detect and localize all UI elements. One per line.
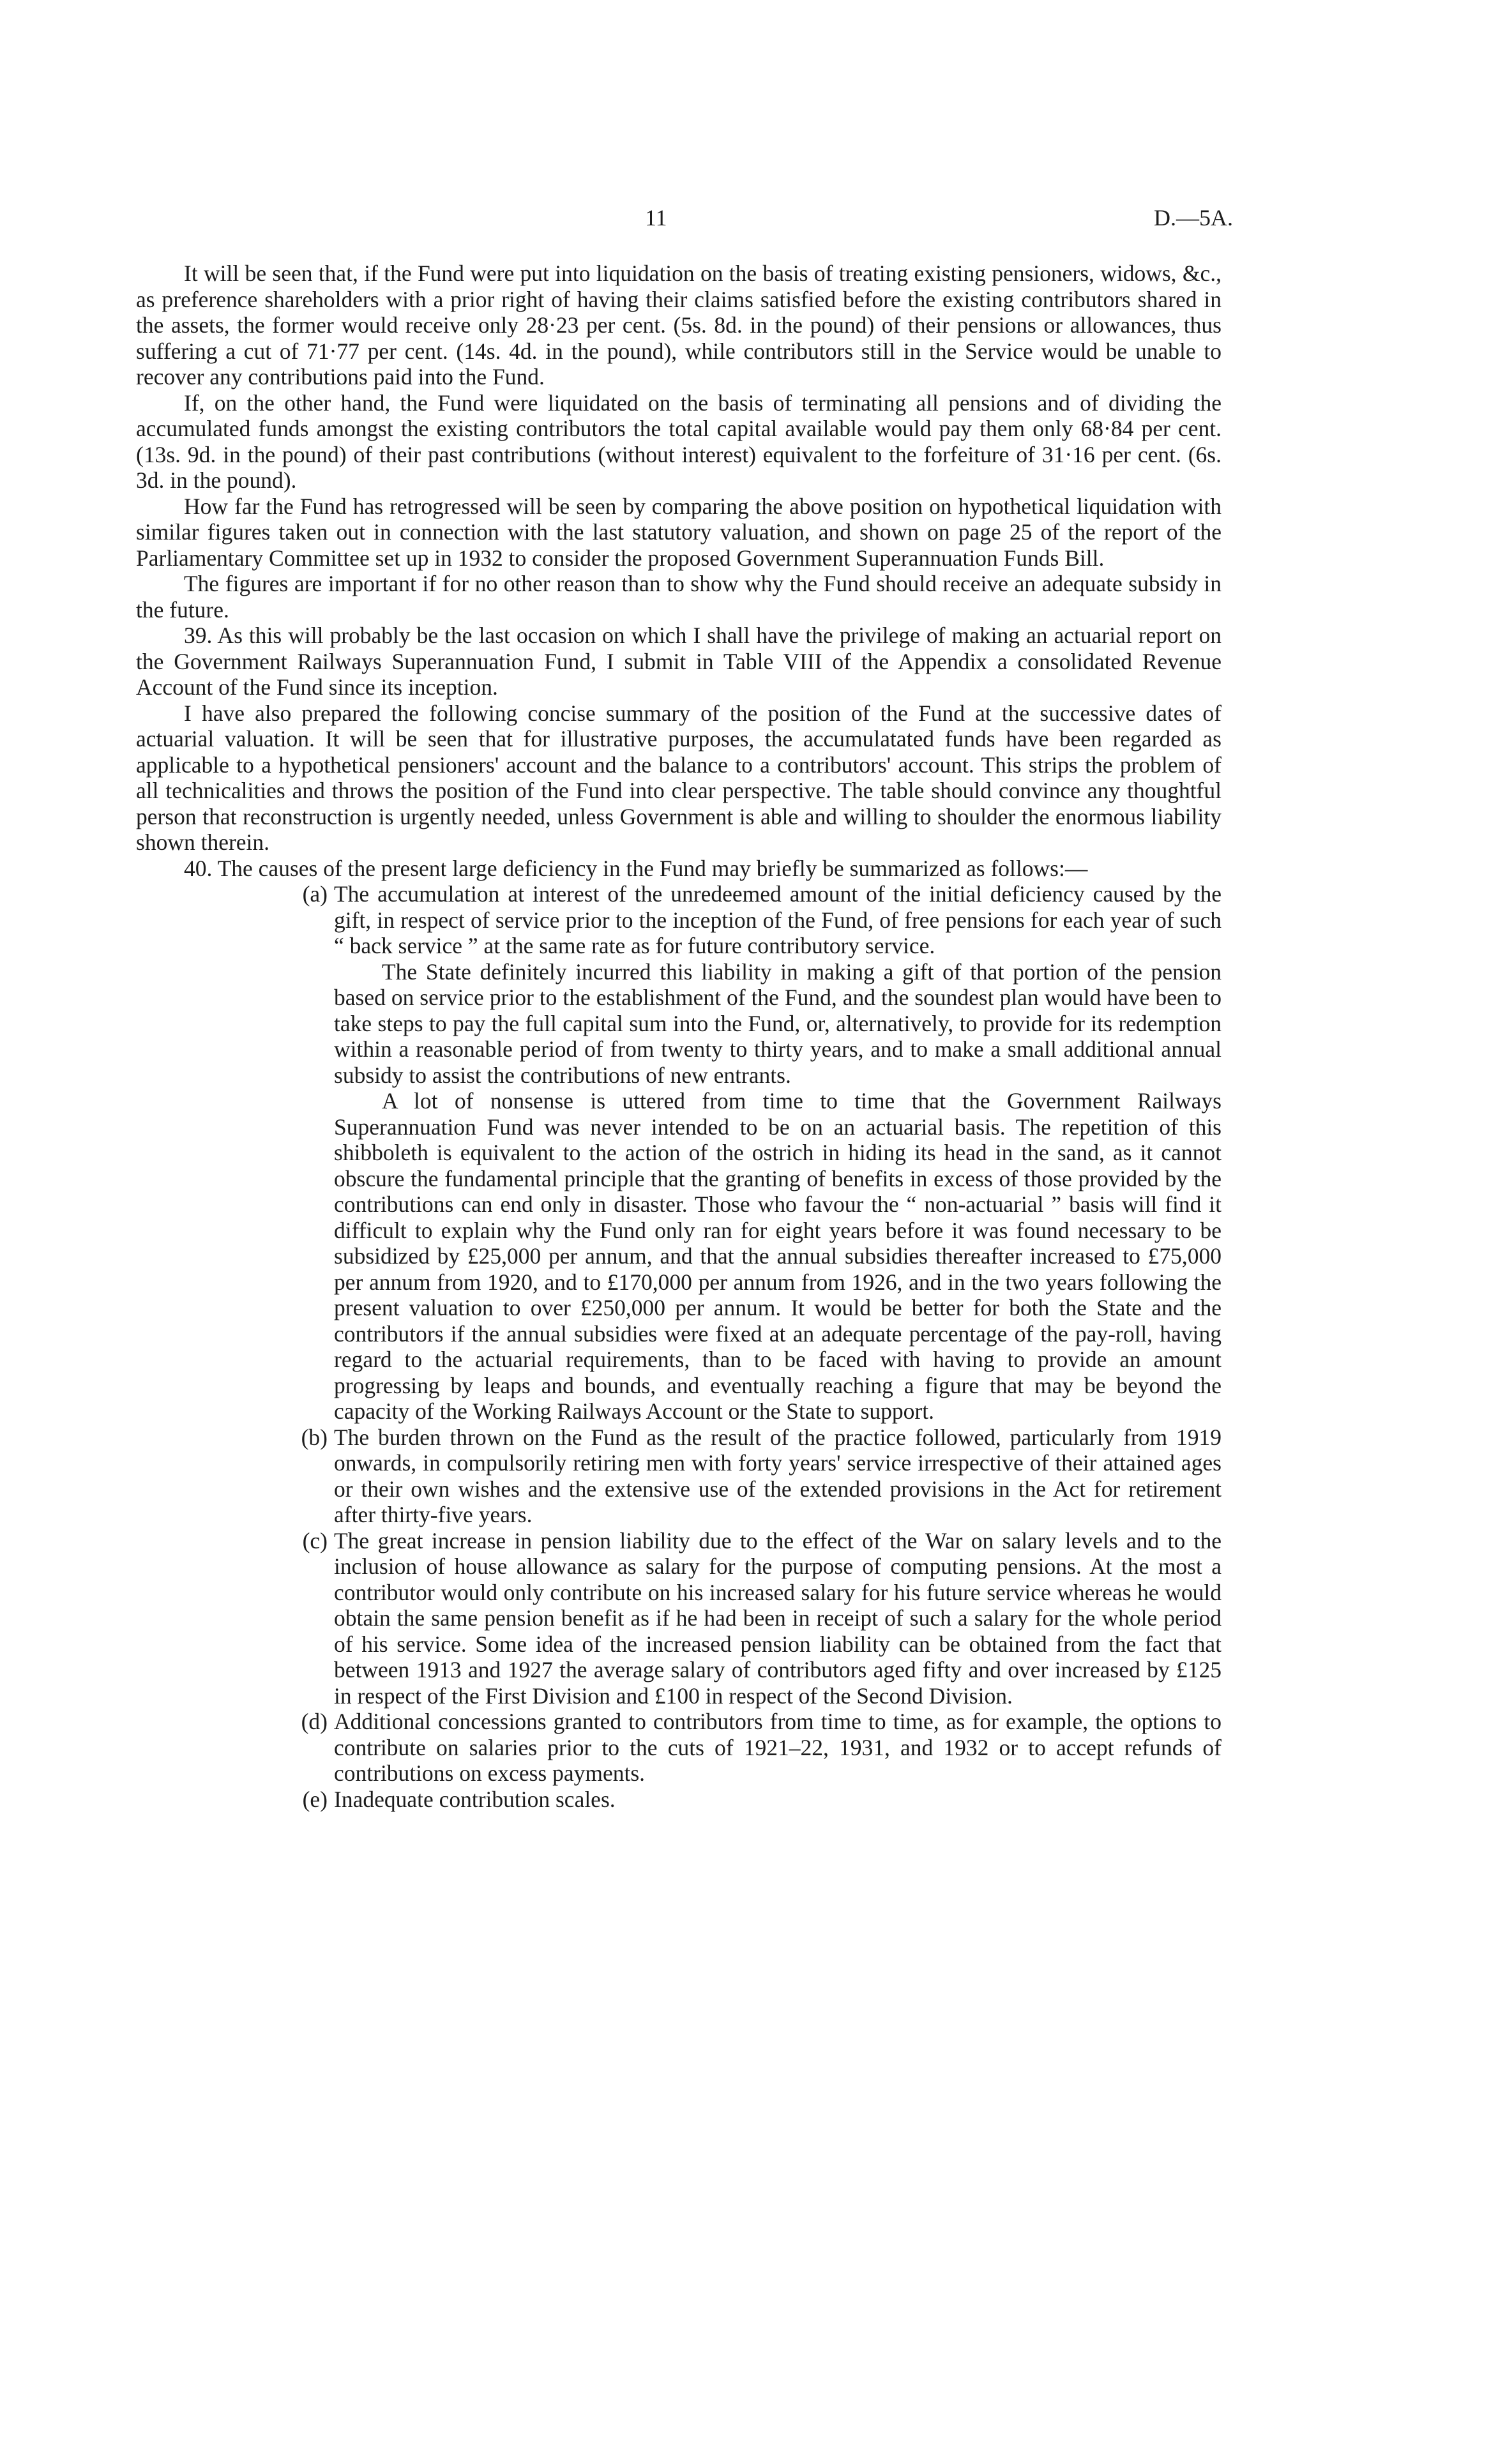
- page-number: 11: [645, 205, 667, 231]
- cause-e-text: Inadequate contribution scales.: [334, 1786, 616, 1812]
- report-body: [136, 261, 1222, 1812]
- cause-a-text: The accumulation at interest of the unredeemed amount of the initial deficiency caused by the gift, in respect of service prior to the inception of the Fund, of free pensions for each year of such “ back service ” at the same rate as for future contributory service.: [334, 881, 1222, 958]
- cause-e-label: (e): [302, 1786, 328, 1812]
- paragraph-liquidation-preference: It will be seen that, if the Fund were put into liquidation on the basis of treating existing pensioners, widows, &c., as preference shareholders with a prior right of having their claims satisfied before the existing contributors shared in the assets, the former would receive only 28·23 per cent. (5s. 8d. in the pound) of their pensions or allowances, thus suffering a cut of 71·77 per cent. (14s. 4d. in the pound), while contributors still in the Service would be unable to recover any contributions paid into the Fund.: [136, 261, 1222, 389]
- document-reference: D.—5A.: [1154, 205, 1233, 231]
- paragraph-summary: I have also prepared the following concise summary of the position of the Fund at the successive dates of actuarial valuation. It will be seen that for illustrative purposes, the accumulatated funds have been regarded as applicable to a hypothetical pensioners' account and the balance to a contributors' account. This strips the problem of all technicalities and throws the position of the Fund into clear perspective. The table should convince any thoughtful person that reconstruction is urgently needed, unless Government is able and willing to shoulder the enormous liability shown therein.: [136, 700, 1222, 855]
- cause-d-text: Additional concessions granted to contributors from time to time, as for example, the options to contribute on salaries prior to the cuts of 1921–22, 1931, and 1932 or to accept refunds of contributions on excess payments.: [334, 1709, 1222, 1786]
- paragraph-39: 39. As this will probably be the last occasion on which I shall have the privilege of making an actuarial report on the Government Railways Superannuation Fund, I submit in Table VIII of the Appendix a consolidated Revenue Account of the Fund since its inception.: [136, 623, 1222, 700]
- cause-d: [136, 1709, 1222, 1787]
- paragraph-subsidy: The figures are important if for no other reason than to show why the Fund should receive an adequate subsidy in the future.: [136, 571, 1222, 623]
- cause-b-label: (b): [301, 1424, 328, 1450]
- page-header: [0, 204, 1498, 243]
- cause-d-label: (d): [301, 1709, 328, 1734]
- cause-b: [136, 1425, 1222, 1528]
- cause-a-subparagraph-2: A lot of nonsense is uttered from time to time that the Government Railways Superannuation Fund was never intended to be on an actuarial basis. The repetition of this shibboleth is equivalent to the action of the ostrich in hiding its head in the sand, as it cannot obscure the fundamental principle that the granting of benefits in excess of those provided by the contributions can end only in disaster. Those who favour the “ non-actuarial ” basis will find it difficult to explain why the Fund only ran for eight years before it was found necessary to be subsidized by £25,000 per annum, and that the annual subsidies thereafter increased to £75,000 per annum from 1920, and to £170,000 per annum from 1926, and in the two years following the present valuation to over £250,000 per annum. It would be better for both the State and the contributors if the annual subsidies were fixed at an adequate percentage of the pay-roll, having regard to the actuarial requirements, than to be faced with having to provide an amount progressing by leaps and bounds, and eventually reaching a figure that may be beyond the capacity of the Working Railways Account or the State to support.: [334, 1088, 1222, 1424]
- cause-a-label: (a): [302, 881, 328, 907]
- cause-c-label: (c): [302, 1527, 328, 1553]
- cause-b-text: The burden thrown on the Fund as the result of the practice followed, particularly from 1919 onwards, in compulsorily retiring men with forty years' service irrespective of their attained ages or their own wishes and the extensive use of the extended provisions in the Act for retirement after thirty-five years.: [334, 1424, 1222, 1527]
- cause-c: [136, 1528, 1222, 1709]
- paragraph-liquidation-terminating: If, on the other hand, the Fund were liquidated on the basis of terminating all pensions and of dividing the accumulated funds amongst the existing contributors the total capital available would pay them only 68·84 per cent. (13s. 9d. in the pound) of their past contributions (without interest) equivalent to the forfeiture of 31·16 per cent. (6s. 3d. in the pound).: [136, 389, 1222, 493]
- cause-a-subparagraph-1: The State definitely incurred this liability in making a gift of that portion of the pension based on service prior to the establishment of the Fund, and the soundest plan would have been to take steps to pay the full capital sum into the Fund, or, alternatively, to provide for its redemption within a reasonable period of from twenty to thirty years, and to make a small additional annual subsidy to assist the contributions of new entrants.: [334, 958, 1222, 1088]
- paragraph-40: 40. The causes of the present large deficiency in the Fund may briefly be summarized as follows:—: [184, 855, 1088, 881]
- cause-e: [136, 1787, 1222, 1813]
- cause-a: [136, 881, 1222, 1425]
- paragraph-retrogression: How far the Fund has retrogressed will be seen by comparing the above position on hypothetical liquidation with similar figures taken out in connection with the last statutory valuation, and shown on page 25 of the report of the Parliamentary Committee set up in 1932 to consider the proposed Government Superannuation Funds Bill.: [136, 493, 1222, 571]
- cause-c-text: The great increase in pension liability due to the effect of the War on salary levels and to the inclusion of house allowance as salary for the purpose of computing pensions. At the most a contributor would only contribute on his increased salary for his future service whereas he would obtain the same pension benefit as if he had been in receipt of such a salary for the whole period of his service. Some idea of the increased pension liability can be obtained from the fact that between 1913 and 1927 the average salary of contributors aged fifty and over increased by £125 in respect of the First Division and £100 in respect of the Second Division.: [334, 1527, 1222, 1709]
